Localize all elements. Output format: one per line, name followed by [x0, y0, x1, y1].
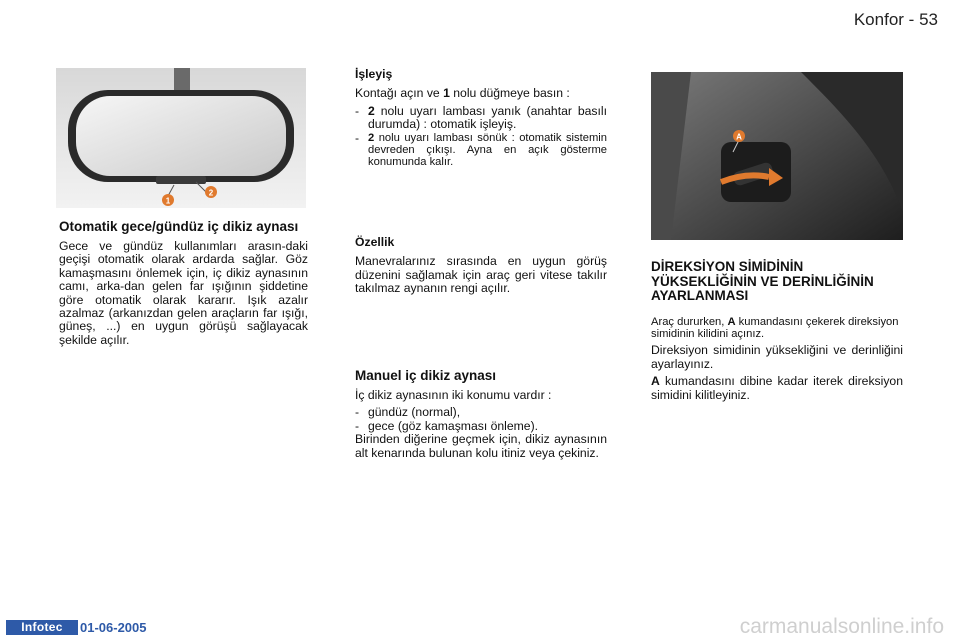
callout-label-2: 2	[208, 188, 214, 198]
operation-item: - 2 nolu uyarı lambası sönük : otomatik sistemin devreden çıkışı. Ayna en açık gösterme konumunda kalır.	[355, 130, 607, 169]
steering-lever-image	[651, 72, 903, 240]
manual-mirror-outro: Birinden diğerine geçmek için, dikiz aynasının alt kenarında bulunan kolu itiniz veya çekiniz.	[355, 432, 607, 460]
steering-unlock-text: Araç dururken, A kumandasını çekerek direksiyon simidinin kilidini açınız.	[651, 315, 899, 340]
header-separator: -	[908, 10, 915, 29]
operation-section	[355, 68, 607, 169]
manual-mirror-intro: İç dikiz aynasının iki konumu vardır :	[355, 388, 552, 402]
manual-mirror-item: - gündüz (normal),	[355, 405, 461, 420]
steering-adjust-section	[651, 260, 903, 402]
site-watermark: carmanualsonline.info	[739, 615, 944, 638]
steering-adjust-text: Direksiyon simidinin yüksekliğini ve derinliğini ayarlayınız.	[651, 343, 903, 371]
manual-mirror-section	[355, 368, 607, 460]
steering-adjust-heading: DİREKSİYON SİMİDİNİN YÜKSEKLİĞİNİN VE DERİNLİĞİNİN AYARLANMASI	[651, 259, 874, 303]
feature-section	[355, 236, 607, 296]
operation-intro: Kontağı açın ve 1 nolu düğmeye basın :	[355, 86, 570, 101]
feature-heading: Özellik	[355, 235, 395, 249]
auto-mirror-body: Gece ve gündüz kullanımları arasın-daki geçişi otomatik olarak ardarda sağlar. Göz kamaşmasını önlemek için, iç dikiz aynasının camı, arka-dan gelen far ışığının şiddetine göre otomatik olarak kararır. Işık azalır azalmaz (arkanızdan gelen araçların far ışığı, güneş, ...) en uygun görüşü sağlayacak şekilde açılır.	[59, 239, 308, 347]
callout-label-a: A	[736, 132, 742, 142]
manual-mirror-item: - gece (göz kamaşması önleme).	[355, 418, 539, 433]
steering-adjust-photo	[651, 72, 903, 240]
infotec-logo: Infotec	[6, 620, 78, 635]
steering-lock-text: A kumandasını dibine kadar iterek direksiyon simidini kilitleyiniz.	[651, 374, 903, 402]
footer-date: 01-06-2005	[80, 620, 147, 635]
manual-mirror-heading: Manuel iç dikiz aynası	[355, 368, 497, 383]
auto-mirror-section	[59, 219, 308, 347]
page-header	[854, 10, 938, 30]
operation-heading: İşleyiş	[355, 67, 393, 81]
page-number: 53	[919, 10, 938, 29]
rearview-mirror-photo	[56, 68, 306, 208]
rearview-mirror-image	[56, 68, 306, 208]
section-title: Konfor	[853, 10, 904, 29]
auto-mirror-heading: Otomatik gece/gündüz iç dikiz aynası	[59, 219, 299, 234]
callout-label-1: 1	[165, 196, 171, 206]
feature-body: Manevralarınız sırasında en uygun görüş düzenini sağlamak için araç geri vitese takılır takılmaz aynanın rengi açılır.	[355, 254, 607, 296]
operation-item: - 2 nolu uyarı lambası yanık (anahtar basılı durumda) : otomatik işleyiş.	[355, 103, 607, 132]
